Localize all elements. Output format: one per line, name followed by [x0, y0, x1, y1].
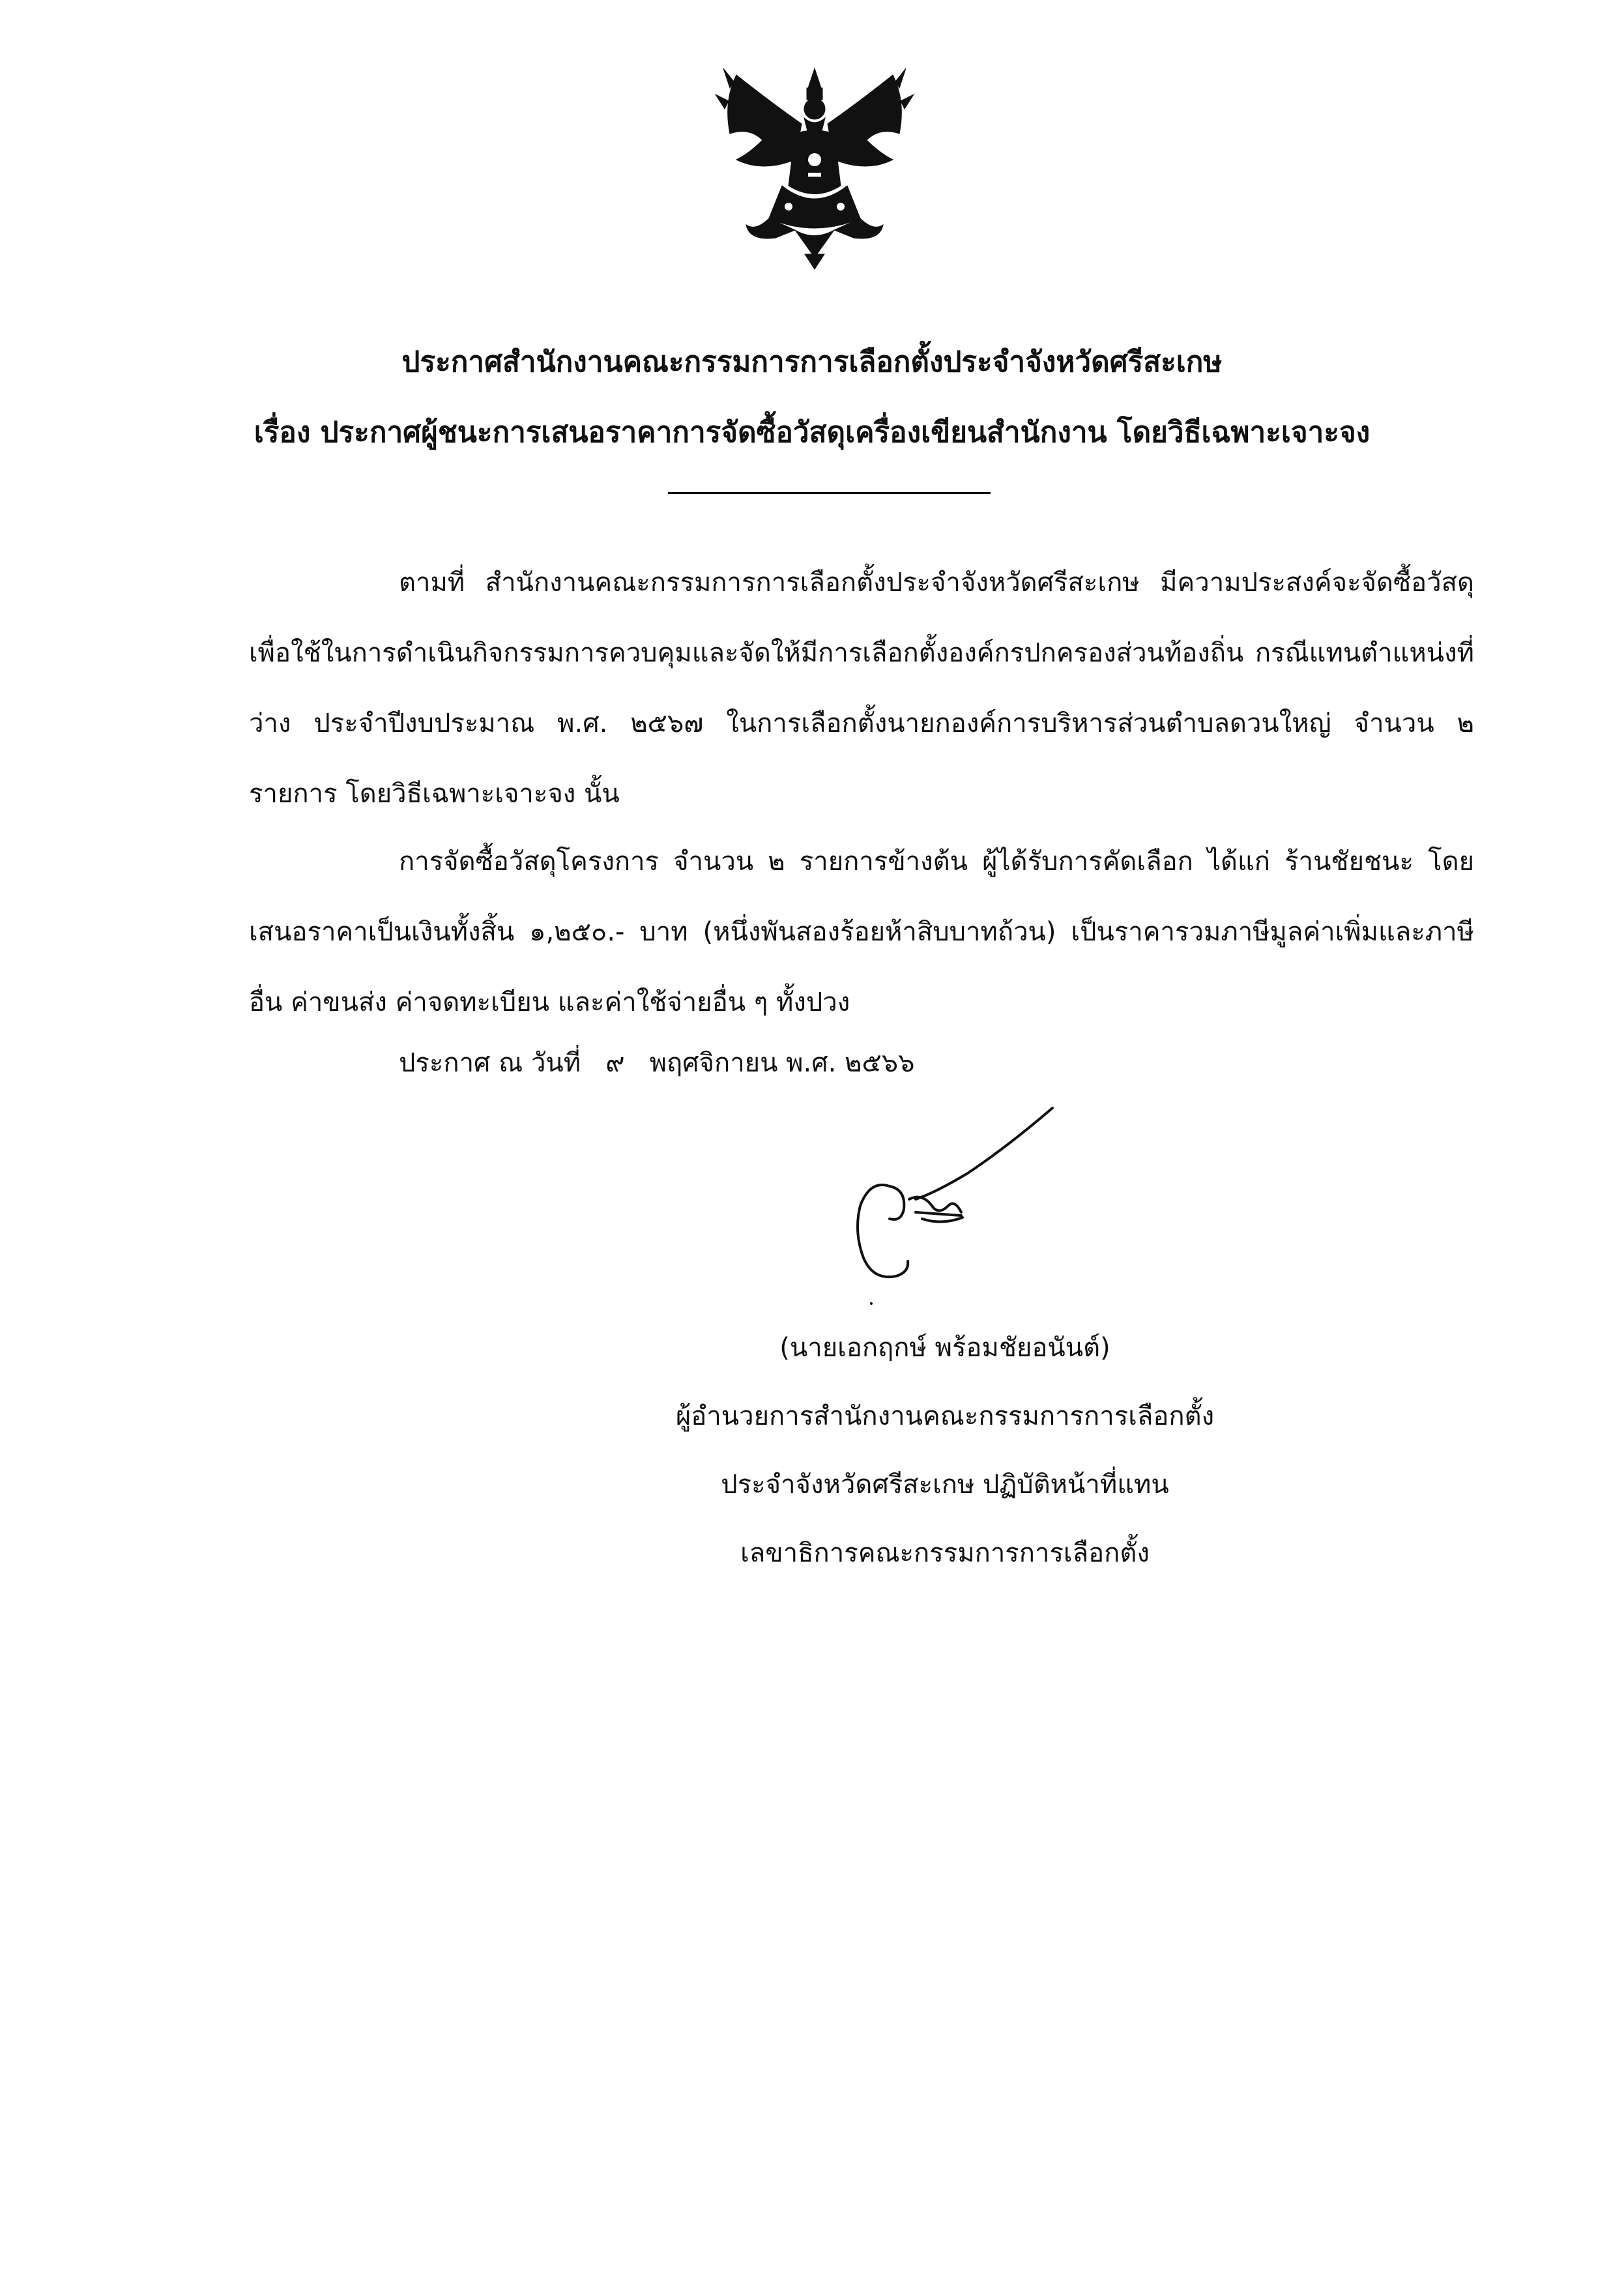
body-paragraph-2: การจัดซื้อวัสดุโครงการ จำนวน ๒ รายการข้างต้น ผู้ได้รับการคัดเลือก ได้แก่ ร้านชัยชนะ โดยเสนอราคาเป็นเงินทั้งสิ้น ๑,๒๕๐.- บาท (หนึ่งพันสองร้อยห้าสิบบาทถ้วน) เป็นราคารวมภาษีมูลค่าเพิ่มและภาษีอื่น ค่าขนส่ง ค่าจดทะเบียน และค่าใช้จ่ายอื่น ๆ ทั้งปวง — [249, 847, 1475, 1017]
signer-position-line-1: ผู้อำนวยการสำนักงานคณะกรรมการการเลือกตั้ง — [675, 1401, 1215, 1431]
announcement-title: ประกาศสำนักงานคณะกรรมการการเลือกตั้งประจำจังหวัดศรีสะเกษ — [401, 345, 1223, 379]
date-month-year: พฤศจิกายน พ.ศ. ๒๕๖๖ — [649, 1048, 915, 1078]
garuda-emblem-icon — [710, 62, 919, 270]
signer-position-line-3: เลขาธิการคณะกรรมการการเลือกตั้ง — [740, 1538, 1150, 1568]
body-paragraph-1: ตามที่ สำนักงานคณะกรรมการการเลือกตั้งประจำจังหวัดศรีสะเกษ มีความประสงค์จะจัดซื้อวัสดุ เพื่อใช้ในการดำเนินกิจกรรมการควบคุมและจัดให้มีการเลือกตั้งองค์กรปกครองส่วนท้องถิ่น กรณีแทนตำแหน่งที่ว่าง ประจำปีงบประมาณ พ.ศ. ๒๕๖๗ ในการเลือกตั้งนายกองค์การบริหารส่วนตำบลดวนใหญ่ จำนวน ๒ รายการ โดยวิธีเฉพาะเจาะจง นั้น — [249, 568, 1474, 809]
announcement-date — [399, 1042, 915, 1083]
date-day: ๙ — [605, 1048, 625, 1078]
date-prefix: ประกาศ ณ วันที่ — [399, 1048, 581, 1078]
signer-name: (นายเอกฤกษ์ พร้อมชัยอนันต์) — [779, 1333, 1110, 1363]
signer-position-line-2: ประจำจังหวัดศรีสะเกษ ปฏิบัติหน้าที่แทน — [721, 1470, 1169, 1500]
signature-image — [792, 1101, 1066, 1317]
announcement-subject: เรื่อง ประกาศผู้ชนะการเสนอราคาการจัดซื้อวัสดุเครื่องเขียนสำนักงาน โดยวิธีเฉพาะเจาะจง — [254, 416, 1370, 449]
title-divider — [668, 492, 991, 494]
